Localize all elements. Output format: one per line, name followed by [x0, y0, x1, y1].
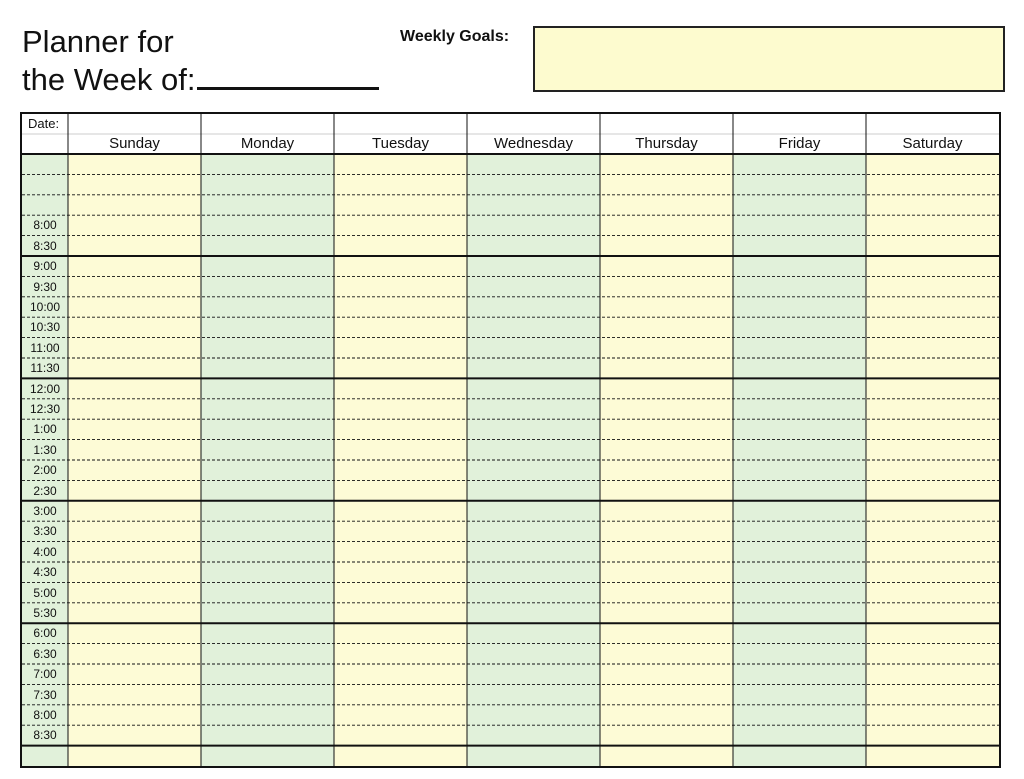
weekly-goals-label: Weekly Goals: [400, 28, 510, 45]
time-slot-label: 4:30 [33, 565, 57, 580]
week-of-blank [197, 59, 379, 90]
time-slot-label: 3:30 [33, 524, 57, 539]
time-slot-label: 10:00 [29, 300, 61, 314]
day-header-saturday: Saturday [902, 135, 963, 152]
day-header-wednesday: Wednesday [494, 135, 573, 152]
weekly-planner-grid [20, 112, 1001, 768]
time-slot-label: 9:00 [33, 259, 57, 274]
time-slot-label: 12:00 [29, 381, 61, 396]
day-header-monday: Monday [240, 135, 295, 152]
time-slot-label: 8:30 [33, 238, 57, 253]
day-header-friday: Friday [778, 135, 821, 152]
time-slot-label: 1:00 [33, 422, 57, 437]
time-slot-label: 2:30 [33, 483, 57, 498]
time-slot-label: 7:30 [33, 687, 57, 702]
time-slot-label: 5:00 [33, 585, 57, 600]
time-slot-label: 6:00 [33, 626, 57, 641]
time-slot-label: 10:30 [29, 320, 61, 335]
time-slot-label: 3:00 [33, 504, 57, 518]
title-line-2: the Week of: [22, 62, 196, 97]
time-slot-label: 7:00 [33, 667, 57, 682]
title-line-1: Planner for [22, 24, 174, 59]
time-slot-label: 12:30 [29, 402, 61, 416]
time-slot-label: 11:00 [30, 340, 60, 355]
time-slot-label: 6:30 [33, 646, 57, 661]
time-slot-label: 8:00 [33, 218, 57, 233]
time-slot-label: 2:00 [33, 463, 57, 478]
time-slot-label: 8:00 [33, 708, 57, 722]
time-slot-label: 11:30 [30, 361, 60, 376]
day-header-sunday: Sunday [109, 135, 160, 152]
day-header-thursday: Thursday [635, 135, 698, 152]
time-slot-label: 1:30 [33, 442, 57, 457]
time-slot-label: 5:30 [33, 606, 57, 620]
planner-grid-lines [22, 114, 999, 766]
time-slot-label: 9:30 [33, 279, 57, 294]
day-header-tuesday: Tuesday [372, 135, 429, 152]
planner-title [22, 24, 379, 97]
date-label: Date: [28, 116, 60, 131]
time-slot-label: 8:30 [33, 728, 57, 743]
time-slot-label: 4:00 [33, 544, 57, 559]
weekly-goals-box[interactable] [533, 26, 1005, 92]
